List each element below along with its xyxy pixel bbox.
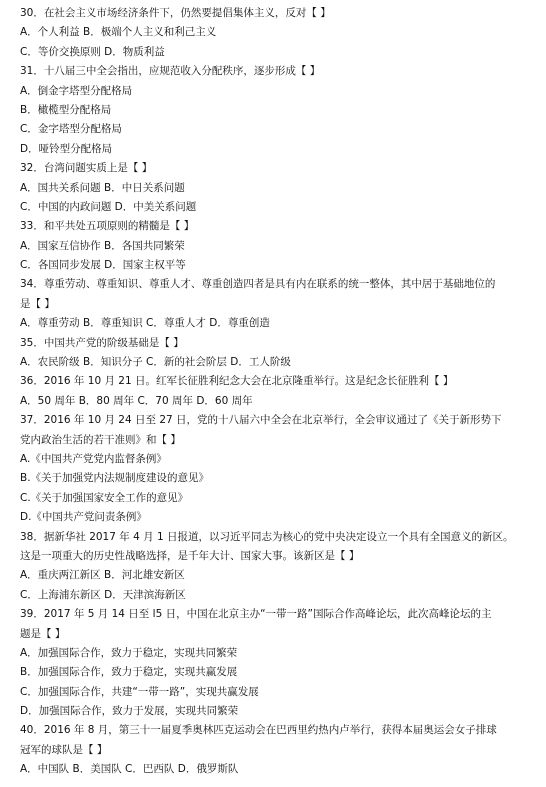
question-39-stem: 39．2017 年 5 月 14 日至 l5 日，中国在北京主办“一带一路”国际合作高峰论坛，此次高峰论坛的主 — [20, 608, 492, 621]
question-34-stem-continued: 是【 】 — [20, 297, 55, 310]
question-33-options-cd: C．各国同步发展 D．国家主权平等 — [20, 259, 186, 272]
question-39-option-c: C．加强国际合作，共建“一带一路”，实现共赢发展 — [20, 685, 259, 698]
question-34-stem: 34．尊重劳动、尊重知识、尊重人才、尊重创造四者是具有内在联系的统一整体，其中居于基础地位的 — [20, 278, 496, 291]
question-38-options-cd: C．上海浦东新区 D．天津滨海新区 — [20, 588, 186, 601]
question-38-stem: 38．据新华社 2017 年 4 月 1 日报道，以习近平同志为核心的党中央决定设立一个具有全国意义的新区。 — [20, 530, 514, 543]
question-36-stem: 36．2016 年 10 月 21 日。红军长征胜利纪念大会在北京隆重举行。这是纪念长征胜利【 】 — [20, 375, 454, 388]
question-37-option-c: C.《关于加强国家安全工作的意见》 — [20, 491, 189, 504]
question-32-stem: 32．台湾问题实质上是【 】 — [20, 162, 153, 175]
question-31-option-a: A．倒金字塔型分配格局 — [20, 84, 133, 97]
question-34-options: A．尊重劳动 B．尊重知识 C．尊重人才 D．尊重创造 — [20, 317, 270, 330]
question-39-option-a: A．加强国际合作，致力于稳定，实现共同繁荣 — [20, 646, 238, 659]
question-39-stem-continued: 题是【 】 — [20, 627, 66, 640]
question-36-options: A．50 周年 B．80 周年 C．70 周年 D．60 周年 — [20, 394, 253, 407]
question-39-option-d: D．加强国际合作，致力于发展，实现共同繁荣 — [20, 705, 239, 718]
question-32-options-cd: C．中国的内政问题 D．中美关系问题 — [20, 200, 197, 213]
question-30-options-cd: C．等价交换原则 D．物质利益 — [20, 45, 165, 58]
question-32-options-ab: A．国共关系问题 B．中日关系问题 — [20, 181, 185, 194]
question-37-stem-continued: 党内政治生活的若干准则》和【 】 — [20, 433, 181, 446]
question-37-stem: 37．2016 年 10 月 24 日至 27 日，党的十八届六中全会在北京举行，全会审议通过了《关于新形势下 — [20, 414, 502, 427]
question-30-options-ab: A．个人利益 B．极端个人主义和利己主义 — [20, 26, 217, 39]
question-31-option-c: C．金字塔型分配格局 — [20, 123, 122, 136]
question-31-option-d: D．哑铃型分配格局 — [20, 142, 113, 155]
question-31-option-b: B．橄榄型分配格局 — [20, 103, 112, 116]
question-40-options: A．中国队 B．美国队 C．巴西队 D．俄罗斯队 — [20, 763, 239, 776]
question-30-stem: 30．在社会主义市场经济条件下，仍然要提倡集体主义，反对【 】 — [20, 7, 331, 19]
question-33-stem: 33．和平共处五项原则的精髓是【 】 — [20, 220, 195, 233]
question-40-stem-continued: 冠军的球队是【 】 — [20, 743, 108, 756]
question-37-option-d: D.《中国共产党问责条例》 — [20, 511, 147, 524]
question-35-stem: 35．中国共产党的阶级基础是【 】 — [20, 336, 184, 349]
question-38-stem-continued: 这是一项重大的历史性战略选择，是千年大计、国家大事。该新区是【 】 — [20, 549, 360, 562]
question-33-options-ab: A．国家互信协作 B．各国共同繁荣 — [20, 239, 185, 252]
question-35-options: A．农民阶级 B．知识分子 C．新的社会阶层 D．工人阶级 — [20, 356, 291, 369]
question-40-stem: 40．2016 年 8 月，第三十一届夏季奥林匹克运动会在巴西里约热内卢举行，获得本届奥运会女子排球 — [20, 724, 497, 737]
question-38-options-ab: A．重庆两江新区 B．河北雄安新区 — [20, 569, 185, 582]
question-39-option-b: B．加强国际合作，致力于稳定，实现共赢发展 — [20, 666, 238, 679]
question-37-option-b: B.《关于加强党内法规制度建设的意见》 — [20, 472, 210, 485]
question-31-stem: 31．十八届三中全会指出，应规范收入分配秩序，逐步形成【 】 — [20, 65, 321, 78]
question-37-option-a: A.《中国共产党党内监督条例》 — [20, 452, 167, 465]
exam-document — [20, 4, 536, 780]
